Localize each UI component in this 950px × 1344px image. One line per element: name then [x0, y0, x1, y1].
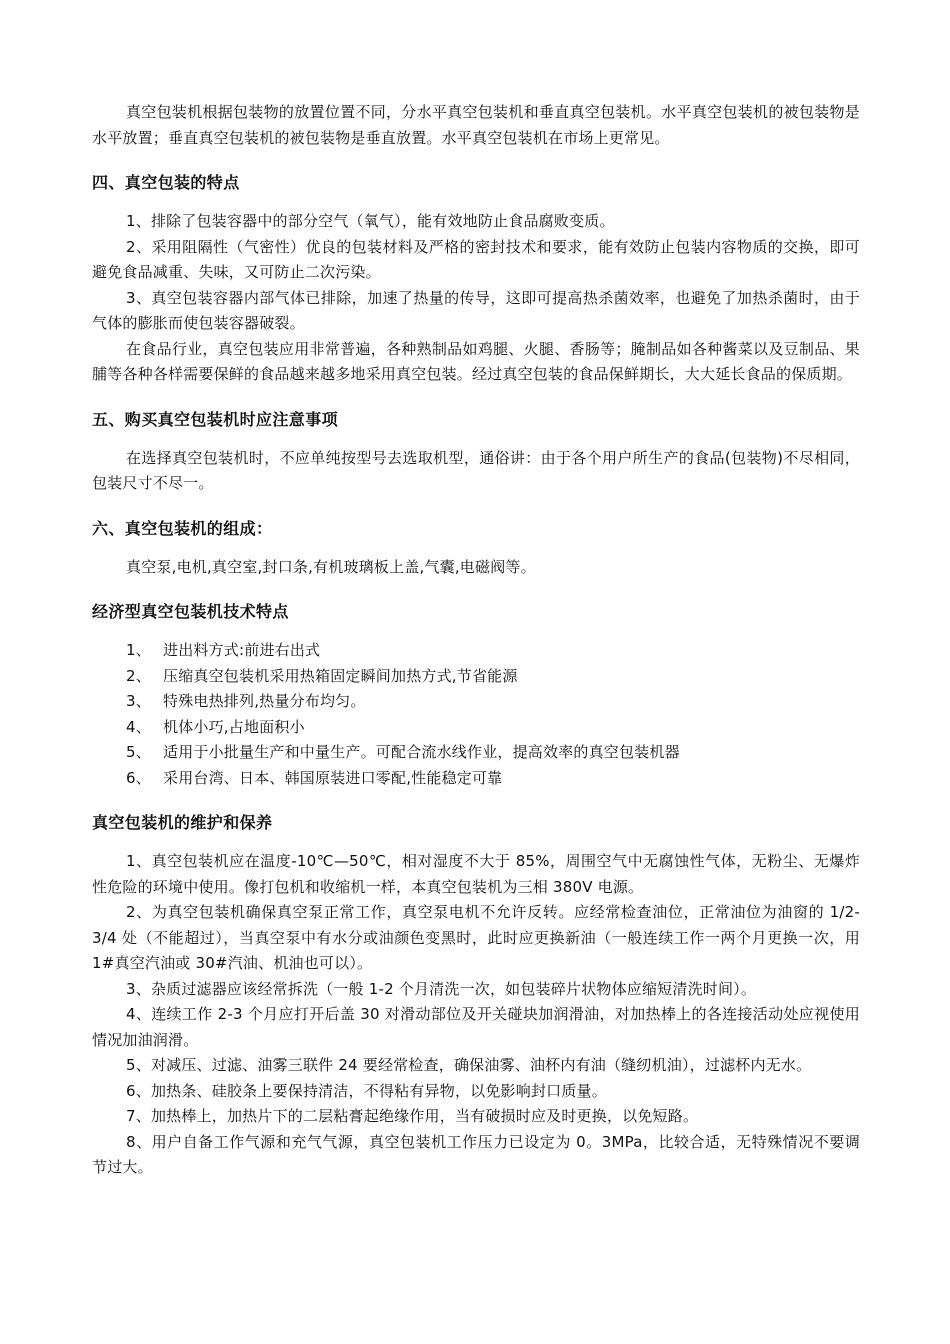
list-item [92, 715, 860, 741]
section-heading-purchase: 五、购买真空包装机时应注意事项 [92, 409, 339, 429]
list-item-number: 5、 [126, 743, 151, 761]
document-body [92, 100, 860, 1181]
purchase-paragraph-1: 在选择真空包装机时，不应单纯按型号去选取机型，通俗讲：由于各个用户所生产的食品(包装物)不尽相同，包装尺寸不尽一。 [92, 448, 860, 492]
features-paragraph-2: 2、采用阻隔性（气密性）优良的包装材料及严格的密封技术和要求，能有效防止包装内容物质的交换，即可避免食品减重、失味，又可防止二次污染。 [92, 237, 860, 281]
list-item-number: 6、 [126, 768, 151, 787]
intro-paragraph: 真空包装机根据包装物的放置位置不同，分水平真空包装机和垂直真空包装机。水平真空包装机的被包装物是水平放置；垂直真空包装机的被包装物是垂直放置。水平真空包装机在市场上更常见。 [92, 103, 860, 147]
list-item [92, 766, 860, 792]
maintenance-paragraph-3: 3、杂质过滤器应该经常拆洗（一般 1-2 个月清洗一次，如包装碎片状物体应缩短清洗时间）。 [126, 979, 757, 998]
list-item-text: 机体小巧,占地面积小 [163, 717, 305, 736]
list-item-number: 1、 [126, 641, 151, 659]
features-paragraph-4: 在食品行业，真空包装应用非常普遍，各种熟制品如鸡腿、火腿、香肠等；腌制品如各种酱菜以及豆制品、果脯等各种各样需要保鲜的食品越来越多地采用真空包装。经过真空包装的食品保鲜期长，大大延长食品的保质期。 [92, 339, 860, 383]
list-item [92, 689, 860, 715]
maintenance-paragraph-7: 7、加热棒上，加热片下的二层粘膏起绝缘作用，当有破损时应及时更换，以免短路。 [126, 1107, 699, 1125]
list-item-text: 进出料方式:前进右出式 [163, 641, 321, 659]
list-item-text: 适用于小批量生产和中量生产。可配合流水线作业，提高效率的真空包装机器 [163, 743, 680, 761]
features-paragraph-1: 1、排除了包装容器中的部分空气（氧气），能有效地防止食品腐败变质。 [126, 212, 615, 230]
list-item [92, 664, 860, 690]
maintenance-paragraph-4: 4、连续工作 2-3 个月应打开后盖 30 对滑动部位及开关碰块加润滑油，对加热棒上的各连接活动处应视使用情况加油润滑。 [92, 1005, 860, 1049]
list-item-text: 特殊电热排列,热量分布均匀。 [163, 692, 366, 710]
maintenance-paragraph-5: 5、对减压、过滤、油雾三联件 24 要经常检查，确保油雾、油杯内有油（缝纫机油），过滤杯内无水。 [126, 1056, 812, 1074]
section-heading-features: 四、真空包装的特点 [92, 173, 240, 192]
list-item-text: 采用台湾、日本、韩国原装进口零配,性能稳定可靠 [163, 768, 503, 787]
economy-feature-list [92, 638, 860, 791]
list-item-text: 压缩真空包装机采用热箱固定瞬间加热方式,节省能源 [163, 666, 518, 685]
list-item-number: 3、 [126, 692, 151, 710]
maintenance-paragraph-8: 8、用户自备工作气源和充气气源，真空包装机工作压力已设定为 0。3MPa，比较合适，无特殊情况不要调节过大。 [92, 1132, 860, 1176]
list-item [92, 740, 860, 766]
list-item-number: 4、 [126, 717, 151, 736]
list-item [92, 638, 860, 664]
maintenance-paragraph-1: 1、真空包装机应在温度-10℃—50℃，相对湿度不大于 85%，周围空气中无腐蚀性气体，无粉尘、无爆炸性危险的环境中使用。像打包机和收缩机一样，本真空包装机为三相 380V 电源。 [92, 852, 860, 896]
components-paragraph-1: 真空泵,电机,真空室,封口条,有机玻璃板上盖,气囊,电磁阀等。 [126, 557, 536, 576]
section-heading-components: 六、真空包装机的组成： [92, 518, 273, 538]
features-paragraph-3: 3、真空包装容器内部气体已排除，加速了热量的传导，这即可提高热杀菌效率，也避免了加热杀菌时，由于气体的膨胀而使包装容器破裂。 [92, 288, 860, 332]
section-heading-maintenance: 真空包装机的维护和保养 [92, 813, 273, 832]
maintenance-paragraph-6: 6、加热条、硅胶条上要保持清洁，不得粘有异物，以免影响封口质量。 [126, 1081, 607, 1100]
section-heading-economy: 经济型真空包装机技术特点 [92, 602, 289, 621]
list-item-number: 2、 [126, 666, 151, 685]
maintenance-paragraph-2: 2、为真空包装机确保真空泵正常工作，真空泵电机不允许反转。应经常检查油位，正常油位为油窗的 1/2-3/4 处（不能超过），当真空泵中有水分或油颜色变黑时，此时应更换新油（一般连续工作一两个月更换一次，用 1#真空汽油或 30#汽油、机油也可以）。 [92, 903, 860, 972]
